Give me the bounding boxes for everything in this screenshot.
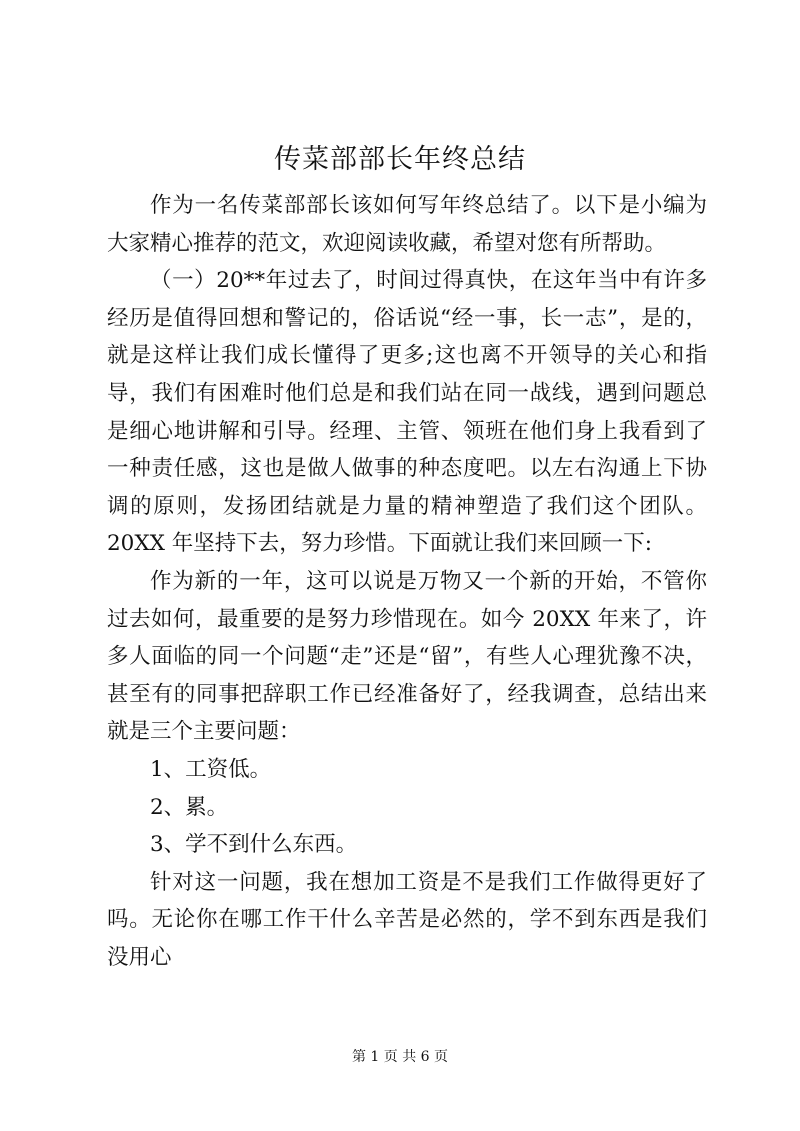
paragraph-review: （一）20**年过去了，时间过得真快，在这年当中有许多经历是值得回想和警记的，俗话说“经一事，长一志”，是的，就是这样让我们成长懂得了更多;这也离不开领导的关心和指导，我们有困难时他们总是和我们站在同一战线，遇到问题总是细心地讲解和引导。经理、主管、领班在他们身上我看到了一种责任感，这也是做人做事的种态度吧。以左右沟通上下协调的原则，发扬团结就是力量的精神塑造了我们这个团队。20XX 年坚持下去，努力珍惜。下面就让我们来回顾一下: [107, 268, 707, 557]
paragraph-new-year: 作为新的一年，这可以说是万物又一个新的开始，不管你过去如何，最重要的是努力珍惜现在。如今 20XX 年来了，许多人面临的同一个问题“走”还是“留”，有些人心理犹豫不决，甚至有的同事把辞职工作已经准备好了，经我调查，总结出来就是三个主要问题： [107, 568, 707, 745]
paragraph-intro: 作为一名传菜部部长该如何写年终总结了。以下是小编为大家精心推荐的范文，欢迎阅读收藏，希望对您有所帮助。 [107, 193, 707, 256]
document-body [107, 187, 707, 976]
paragraph-response: 针对这一问题，我在想加工资是不是我们工作做得更好了吗。无论你在哪工作干什么辛苦是必然的，学不到东西是我们没用心 [107, 869, 707, 970]
list-item-low-wage: 1、工资低。 [150, 756, 272, 782]
list-item-learn-nothing: 3、学不到什么东西。 [150, 832, 358, 858]
list-item-tired: 2、累。 [150, 794, 229, 820]
page-footer: 第 1 页 共 6 页 [351, 1049, 449, 1065]
document-title: 传菜部部长年终总结 [274, 144, 526, 175]
